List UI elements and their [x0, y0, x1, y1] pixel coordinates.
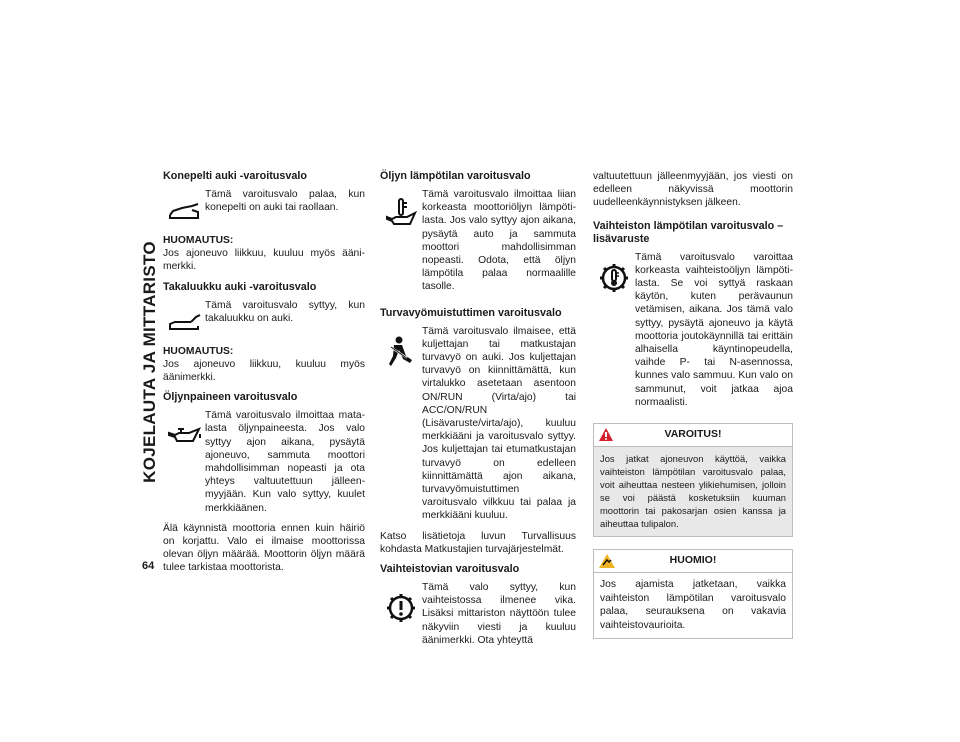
caution-title: HUOMIO! — [669, 554, 717, 567]
seatbelt-title: Turvavyömuistuttimen varoitusvalo — [380, 306, 562, 319]
transmission-fault-title: Vaihteistovian varoitusvalo — [380, 563, 520, 576]
warning-box — [593, 423, 793, 537]
oil-temperature-icon — [380, 190, 422, 234]
column-2 — [380, 170, 576, 654]
caution-box — [593, 549, 793, 639]
transmission-fault-section: Vaihteistovian varoitusvalo Tämä valo syttyy, kun vaihteistossa ilmenee vika. Lisäksi mittariston näyttöön tulee näkyviin viesti ja kuuluu äänimerkki. Ota yhteyttä — [380, 563, 576, 646]
trunk-open-icon — [163, 301, 205, 345]
oil-can-icon — [163, 411, 205, 461]
caution-icon — [598, 553, 616, 573]
transmission-temperature-section: Vaihteiston lämpötilan varoitusvalo – lisävaruste Tämä varoitusvalo varoittaa korkeasta vaihteistoöljyn lämpötilasta. Se voi syttyä raskaan käytön, kuten perävaunun vetämisen, aikana. Jos tämä valo syttyy, pysäytä ajoneuvo ja käytä moottoria joutokäynnillä tai erittäin alhaisella käyntinopeudella, vaihde P- tai N-asennossa, kunnes valo sammuu. Kun valo on sammunut, voit jatkaa ajoa normaalisti. — [593, 219, 793, 408]
warning-text: Jos jatkat ajoneuvon käyttöä, vaikka vaihteiston lämpötilan varoitusvalo palaa, voit aiheuttaa nesteen ylikiehumisen, jolloin se voi päästä kosketuksiin kuuman moottorin tai pakosarjan osien kanssa ja aiheuttaa tulipalon. — [594, 447, 792, 536]
column-3 — [593, 170, 793, 651]
seatbelt-section: Turvavyömuistuttimen varoitusvalo Tämä varoitusvalo ilmaisee, että kuljettajan tai matkustajan turvavyö on auki. Jos kuljettajan turvavyö on kiinnittämättä, kun virtalukko asetetaan asentoon ON/RUN (Virta/ajo) tai ACC/ON/RUN (Lisävaruste/virta/ajo), kuuluu merkkiääni ja varoitusvalo syttyy. Jos kuljettajan tai etumatkustajan turvavyö on edelleen kiinnittämättä ajon aikana, turvavyömuistuttimen varoitusvalo vilkkuu tai palaa ja merkkiääni kuuluu. Katso lisätietoja luvun Turvallisuus kohdasta Matkustajien turvajärjestelmät. — [380, 306, 576, 555]
trunk-open-section: Takaluukku auki -varoitusvalo Tämä varoitusvalo syttyy, kun takaluukku on auki. HUOMAUTUS: Jos ajoneuvo liikkuu, kuuluu myös äänimerkki. — [163, 280, 365, 384]
trunk-open-title: Takaluukku auki -varoitusvalo — [163, 280, 317, 293]
oil-pressure-section: Öljynpaineen varoitusvalo Tämä varoitusvalo ilmoittaa matalasta öljynpaineesta. Jos valo syttyy ajon aikana, pysäytä ajoneuvo, sammuta moottori mahdollisimman nopeasti ja ota yhteys valtuutettuun jälleenmyyjään. Kun valo syttyy, kuulet merkkiäänen. Älä käynnistä moottoria ennen kuin häiriö on korjattu. Valo ei ilmaise moottorissa olevan öljyn määrää. Moottorin öljyn määrä tulee tarkistaa moottorista. — [163, 391, 365, 574]
transmission-fault-icon — [380, 583, 422, 633]
column-1 — [163, 170, 365, 582]
warning-title: VAROITUS! — [664, 428, 722, 441]
oil-pressure-title: Öljynpaineen varoitusvalo — [163, 391, 298, 404]
transmission-temperature-icon — [593, 253, 635, 303]
oil-temperature-section: Öljyn lämpötilan varoitusvalo Tämä varoitusvalo ilmoittaa liian korkeasta moottoriöljyn lämpötilasta. Jos valo syttyy ajon aikana, pysäytä auto ja sammuta moottori mahdollisimman nopeasti. Odota, että öljyn lämpötila palaa normaalille tasolle. — [380, 170, 576, 293]
warning-icon — [598, 427, 614, 447]
hood-open-title: Konepelti auki -varoitusvalo — [163, 170, 307, 182]
chapter-side-title: KOJELAUTA JA MITTARISTO — [140, 241, 160, 483]
page-number: 64 — [142, 560, 155, 572]
oil-temperature-title: Öljyn lämpötilan varoitusvalo — [380, 170, 531, 182]
transmission-temperature-title: Vaihteiston lämpötilan varoitusvalo – lisävaruste — [593, 219, 784, 245]
seatbelt-icon — [380, 327, 422, 377]
hood-open-section: Konepelti auki -varoitusvalo Tämä varoitusvalo palaa, kun konepelti on auki tai raollaan. HUOMAUTUS: Jos ajoneuvo liikkuu, kuuluu myös äänimerkki. — [163, 170, 365, 273]
caution-text: Jos ajamista jatketaan, vaikka vaihteiston lämpötilan varoitusvalo palaa, seurauksena on vakavia vaihteistovaurioita. — [594, 573, 792, 638]
hood-open-icon — [163, 190, 205, 234]
continued-text: valtuutettuun jälleenmyyjään, jos viesti on edelleen näkyvissä moottorin uudelleenkäynnistyksen jälkeen. — [593, 171, 793, 209]
